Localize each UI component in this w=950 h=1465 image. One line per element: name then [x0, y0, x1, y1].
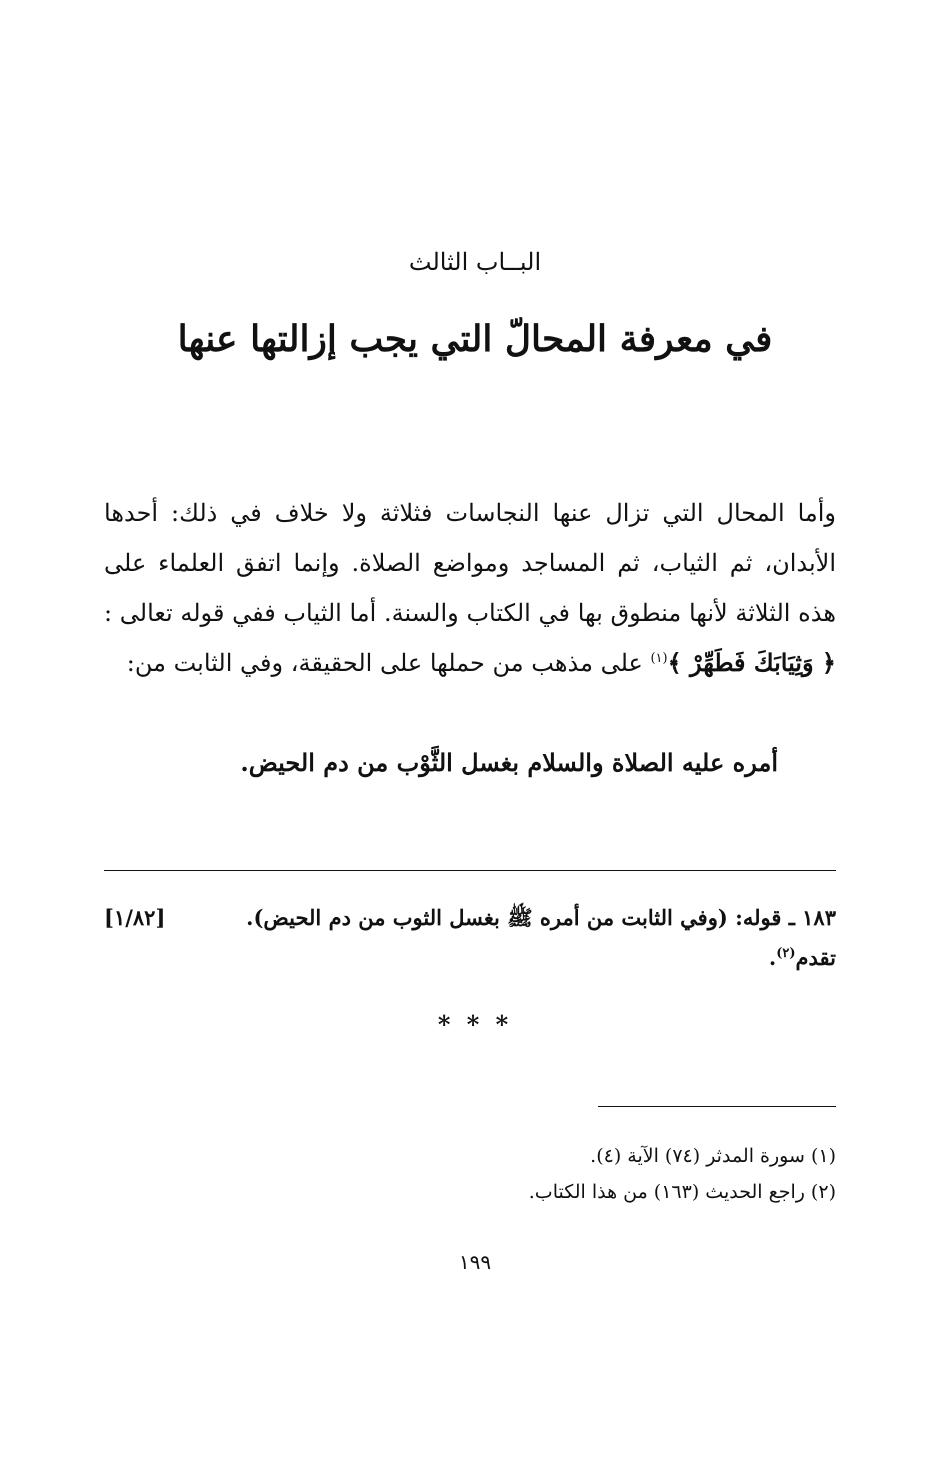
body-text-before-verse: وأما المحال التي تزال عنها النجاسات فثلاثة ولا خلاف في ذلك: أحدها الأبدان، ثم الثياب، ثم المساجد ومواضع الصلاة. وإنما اتفق العلماء على هذه الثلاثة لأنها منطوق بها في الكتاب والسنة. أما الثياب ففي قوله تعالى : — [104, 499, 836, 627]
commentary-line-2-end: . — [768, 945, 777, 970]
body-paragraph — [104, 488, 836, 688]
commentary-line-1 — [104, 898, 836, 938]
footnote-2: (٢) راجع الحديث (١٦٣) من هذا الكتاب. — [528, 1181, 836, 1203]
page-number: ١٩٩ — [458, 1250, 492, 1274]
commentary-text: ١٨٣ ـ قوله: (وفي الثابت من أمره ﷺ بغسل الثوب من دم الحيض). — [246, 905, 836, 930]
main-divider — [104, 870, 836, 871]
hadith-text: أمره عليه الصلاة والسلام بغسل الثَّوْب من دم الحيض. — [240, 748, 778, 777]
footnote-divider — [598, 1106, 836, 1107]
quran-verse: ﴿ وَثِيَابَكَ فَطَهِّرْ ﴾ — [667, 648, 836, 677]
commentary-line-2-text: تقدم — [795, 945, 836, 970]
commentary-reference: [١/٨٢] — [104, 905, 166, 930]
chapter-title: في معرفة المحالّ التي يجب إزالتها عنها — [177, 318, 773, 360]
verse-footnote-marker: (١) — [650, 651, 668, 666]
body-text-after-verse: على مذهب من حملها على الحقيقة، وفي الثابت من: — [126, 649, 651, 677]
commentary-block — [104, 898, 836, 978]
footnotes — [236, 1138, 836, 1210]
chapter-label: البــاب الثالث — [408, 248, 542, 276]
commentary-footnote-marker: (٢) — [776, 946, 796, 961]
footnote-1: (١) سورة المدثر (٧٤) الآية (٤). — [590, 1145, 836, 1167]
commentary-line-2 — [104, 938, 836, 978]
section-separator-stars: * * * — [437, 1010, 513, 1039]
